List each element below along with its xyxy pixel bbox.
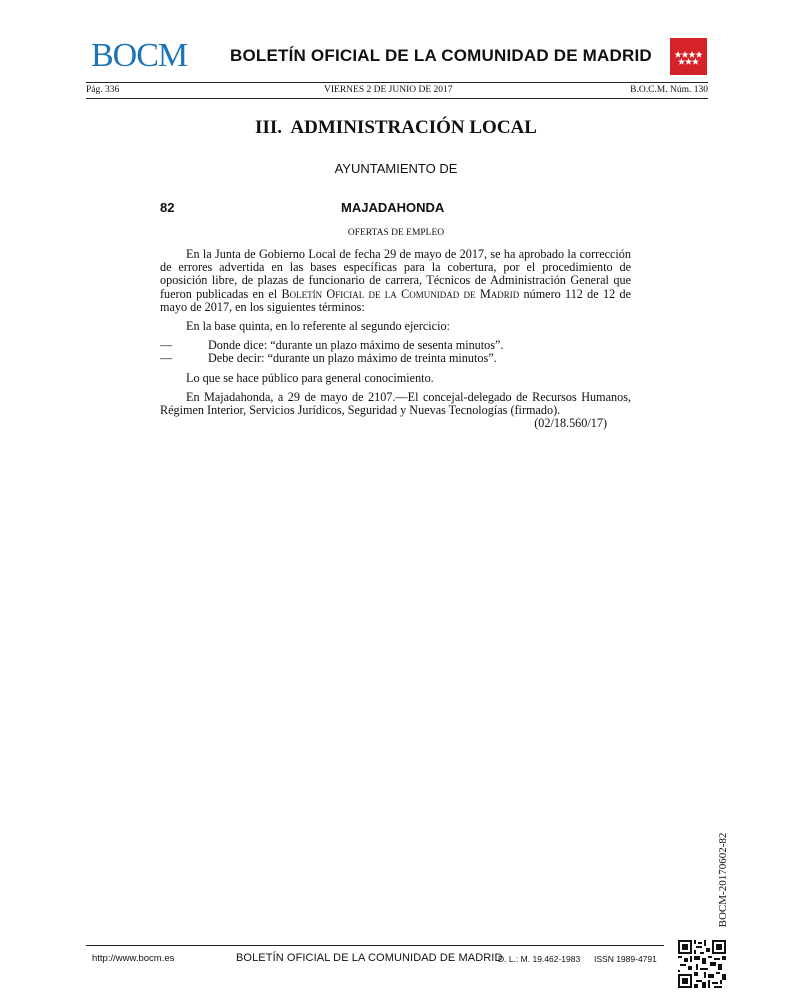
masthead-title: BOLETÍN OFICIAL DE LA COMUNIDAD DE MADRID (230, 46, 652, 65)
page-number: Pág. 336 (86, 85, 120, 95)
footer (86, 950, 664, 970)
section-title: III. ADMINISTRACIÓN LOCAL (255, 117, 537, 138)
entity-type: AYUNTAMIENTO DE (334, 161, 458, 176)
footer-rule (86, 945, 664, 946)
document-id: BOCM-20170602-82 (717, 832, 729, 928)
issue-number: B.O.C.M. Núm. 130 (630, 85, 708, 95)
list-item: — Debe decir: “durante un plazo máximo de treinta minutos”. (160, 351, 497, 366)
madrid-flag-icon (670, 38, 707, 75)
issn: ISSN 1989-4791 (594, 954, 657, 964)
header-rule-bottom (86, 98, 708, 99)
legal-deposit: D. L.: M. 19.462-1983 (498, 954, 581, 964)
paragraph-2: En la base quinta, en lo referente al segundo ejercicio: (186, 319, 450, 334)
footer-publication-name: BOLETÍN OFICIAL DE LA COMUNIDAD DE MADRID (236, 952, 503, 964)
paragraph-3: Lo que se hace público para general conocimiento. (186, 370, 434, 385)
issue-date: VIERNES 2 DE JUNIO DE 2017 (324, 85, 453, 95)
paragraph-4: En Majadahonda, a 29 de mayo de 2107.—El concejal-delegado de Recursos Humanos, Régimen Interior, Servicios Jurídicos, Seguridad y Nuevas Tecnologías (firmado). (160, 389, 631, 418)
header-rule-top (86, 82, 708, 83)
paragraph-1: En la Junta de Gobierno Local de fecha 29 de mayo de 2017, se ha aprobado la corrección de errores advertida en las bases específicas para la cobertura, por el procedimiento de oposición libre, de plazas de funcionario de carrera, Técnicos de Administración General que fueron publicadas en el Boletín Oficial de la Comunidad de Madrid número 112 de 12 de mayo de 2017, en los siguientes términos: (160, 247, 631, 314)
announcement-body (160, 248, 631, 430)
gazette-name: Boletín Oficial de la Comunidad de Madrid (281, 286, 520, 301)
bocm-logo: BOCM (91, 37, 188, 74)
announcement-subject: OFERTAS DE EMPLEO (347, 228, 445, 238)
municipality-name: MAJADAHONDA (341, 200, 445, 215)
list-item: — Donde dice: “durante un plazo máximo de sesenta minutos”. (160, 338, 504, 353)
reference-code: (02/18.560/17) (534, 416, 607, 431)
announcement-number: 82 (160, 200, 175, 215)
qr-code-icon (678, 940, 726, 988)
website-link[interactable]: http://www.bocm.es (92, 953, 175, 964)
